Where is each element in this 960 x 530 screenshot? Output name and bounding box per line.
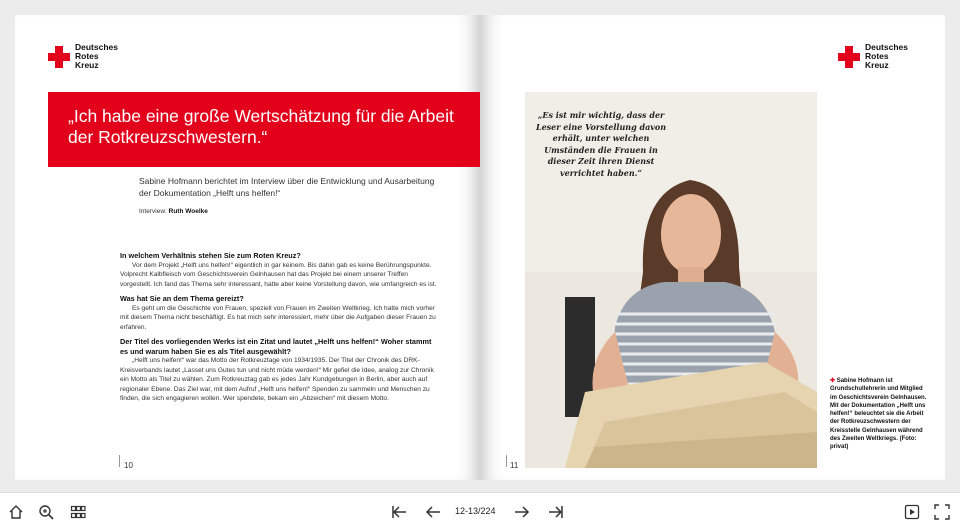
byline-author: Ruth Woelke bbox=[168, 208, 208, 215]
folio-rule bbox=[119, 455, 120, 467]
interview-question: In welchem Verhältnis stehen Sie zum Roten Kreuz? bbox=[120, 251, 301, 260]
headline-banner bbox=[48, 92, 480, 167]
interview-answer: Vor dem Projekt „Helft uns helfen!“ eigentlich in gar keinem. Bis dahin gab es keine Berührungspunkte. Volprecht Kalbfleisch vom Geschichtsverein Gelnhausen hat das Projekt bei einem unserer Treffen vorgestellt. Ich fand das Thema sehr interessant, hatte aber keine Vorstellung davon, wie umfangreich es ist. bbox=[120, 261, 437, 288]
page-number: 11 bbox=[510, 461, 519, 470]
red-cross-icon bbox=[48, 46, 70, 68]
interview-answer: „Helft uns helfen!“ war das Motto der Rotkreuztage von 1934/1935. Der Titel der Chronik des DRK-Kreisverbands lautet „Lasset uns Gutes tun und nicht müde werden!“ Mir gefiel die Idee, analog zur Chronik ein Motto als Titel zu wählen. Zum Rotkreuztag gab es jedes Jahr Kundgebungen in Berlin, aber auch auf regionaler Ebene. Das Ziel war, mit dem Aufruf „Helft uns helfen!“ Spenden zu sammeln und Menschen zu finden, die sich engagieren wollen. Wer spendete, bekam ein „Abzeichen“ mit diesem Motto. bbox=[120, 357, 434, 402]
zoom-in-icon bbox=[38, 504, 54, 520]
interview-question: Der Titel des vorliegenden Werks ist ein Zitat und lautet „Helft uns helfen!“ Woher stammt es und warum haben Sie es als Titel ausgewählt? bbox=[120, 337, 432, 356]
arrow-right-icon bbox=[514, 504, 530, 520]
autoplay-button[interactable] bbox=[902, 502, 922, 522]
bottom-toolbar bbox=[0, 492, 960, 530]
play-icon bbox=[904, 504, 920, 520]
book-spread bbox=[15, 15, 945, 480]
drk-logo bbox=[48, 43, 118, 70]
arrow-left-icon bbox=[425, 504, 441, 520]
pull-quote: „Es ist mir wichtig, dass der Leser eine Vorstellung davon erhält, unter welchen Umständen die Frauen in dieser Zeit ihren Dienst verrichtet haben.“ bbox=[535, 110, 667, 178]
left-page[interactable] bbox=[15, 15, 480, 480]
home-icon bbox=[8, 504, 24, 520]
last-page-icon bbox=[548, 504, 564, 520]
fullscreen-button[interactable] bbox=[932, 502, 952, 522]
thumbnails-button[interactable] bbox=[68, 502, 88, 522]
intro-text: Sabine Hofmann berichtet im Interview über die Entwicklung und Ausarbeitung der Dokumentation „Helft uns helfen!“ bbox=[139, 176, 435, 198]
right-page[interactable] bbox=[480, 15, 945, 480]
byline bbox=[139, 208, 208, 215]
drk-logo-text: Deutsches Rotes Kreuz bbox=[865, 42, 908, 70]
drk-logo bbox=[838, 43, 908, 70]
previous-page-button[interactable] bbox=[423, 502, 443, 522]
interview-answer: Es geht um die Geschichte von Frauen, speziell von Frauen im Zweiten Weltkrieg. Ich hatte mich vorher mit diesem Thema nicht beschäftigt. Es hat mich sehr interessiert, mehr über die Aufgaben dieser Frauen zu erfahren. bbox=[120, 304, 436, 331]
home-button[interactable] bbox=[6, 502, 26, 522]
caption-text: Sabine Hofmann ist Grundschullehrerin und Mitglied im Geschichtsverein Gelnhausen. Mit der Dokumentation „Helft uns helfen!“ beleuchtet sie die Arbeit der Rotkreuzschwestern der Kreisstelle Gelnhausen während des Zweiten Weltkriegs. (Foto: privat) bbox=[830, 378, 927, 451]
byline-label: Interview: bbox=[139, 208, 167, 215]
folio-rule bbox=[506, 455, 507, 467]
first-page-button[interactable] bbox=[389, 502, 409, 522]
page-indicator: 12-13/224 bbox=[455, 506, 496, 516]
first-page-icon bbox=[391, 504, 407, 520]
grid-icon bbox=[70, 504, 86, 520]
interview-question: Was hat Sie an dem Thema gereizt? bbox=[120, 294, 244, 303]
red-cross-icon bbox=[838, 46, 860, 68]
page-number: 10 bbox=[124, 461, 133, 470]
headline: „Ich habe eine große Wertschätzung für die Arbeit der Rotkreuzschwestern.“ bbox=[68, 106, 454, 147]
last-page-button[interactable] bbox=[546, 502, 566, 522]
drk-logo-text: Deutsches Rotes Kreuz bbox=[75, 42, 118, 70]
caption-cross-icon: ✚ bbox=[830, 378, 836, 384]
photo-caption bbox=[830, 377, 930, 452]
zoom-button[interactable] bbox=[36, 502, 56, 522]
fullscreen-icon bbox=[934, 504, 950, 520]
interview-body bbox=[120, 251, 438, 409]
next-page-button[interactable] bbox=[512, 502, 532, 522]
